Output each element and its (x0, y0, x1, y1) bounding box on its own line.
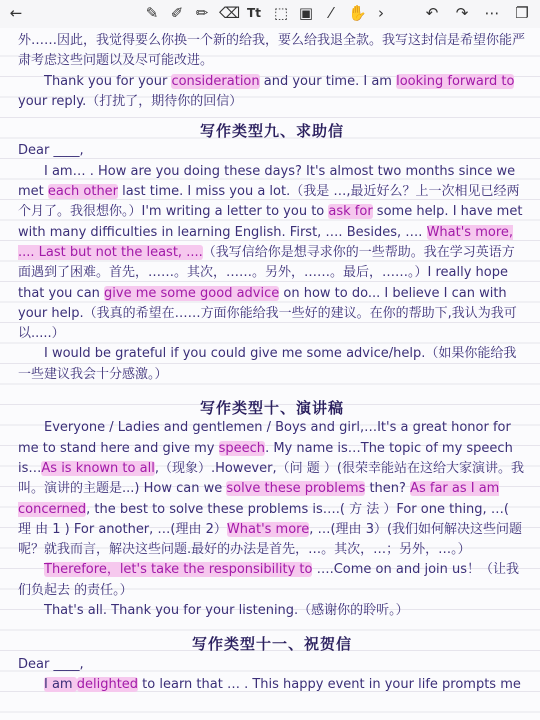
section-heading-speech: 写作类型十、演讲稿 (199, 399, 344, 418)
greeting-dear: Dear ____, (18, 143, 84, 159)
highlight-consideration: consideration (171, 73, 260, 89)
undo-icon[interactable]: ↶ (425, 4, 439, 22)
pencil-tool-icon[interactable]: ✐ (170, 4, 184, 22)
greeting-dear-2: Dear ____, (18, 656, 84, 672)
intro-paragraph-1: 外……因此，我觉得要么你换一个新的给我，要么给我退全款。我写这封信是希望你能严肃考虑这些问题以及尽可能改进。 (18, 33, 526, 69)
top-toolbar (0, 0, 540, 28)
text-tool-icon[interactable]: Tt (247, 6, 261, 20)
section-heading-congratulation: 写作类型十一、祝贺信 (191, 635, 352, 654)
speech-paragraph-3: That's all. Thank you for your listening.（感谢你的聆听。） (44, 603, 409, 619)
help-letter-paragraph-2: I would be grateful if you could give me some advice/help.（如果你能给我一些建议我会十分感激。） (18, 346, 517, 382)
speech-paragraph-2: Therefore，let's take the responsibility to ….Come on and join us！（让我们负起去 的责任。） (18, 562, 520, 598)
help-letter-paragraph-1: I am… . How are you doing these days? It's almost two months since we met each other last time. I miss you a lot.（我是 …,最近好么？上一次相见已经两个月了。我很想你。）I'm writing a letter to you to ask for some help. I have met with many difficulties in learning English. First, …. Besides, …. What's more, .... Last but not the least, ....（我写信给你是想寻求你的一些帮助。我在学习英语方面遇到了困难。首先，……。其次，……。另外，……。最后，……。）I really hope that you can give me some good advice on how to do... I believe I can with your help.（我真的希望在……方面你能给我一些好的建议。在你的帮助下,我认为我可以.....） (18, 163, 523, 342)
more-options-icon[interactable]: ⋯ (484, 4, 500, 22)
lasso-select-icon[interactable]: ⬚ (273, 4, 289, 22)
hand-tool-icon[interactable]: ✋ (348, 4, 367, 22)
back-icon[interactable]: ← (9, 4, 23, 22)
congratulation-paragraph-1: I am delighted to learn that … . This happy event in your life prompts me (44, 676, 521, 692)
redo-icon[interactable]: ↷ (455, 4, 469, 22)
highlighter-tool-icon[interactable]: ✏ (195, 4, 209, 22)
pen-tool-icon[interactable]: ✎ (145, 4, 159, 22)
highlight-looking-forward: looking forward to (396, 73, 515, 89)
speech-paragraph-1: Everyone / Ladies and gentlemen / Boys and girl,…It's a great honor for me to stand here and give my speech. My name is…The topic of my speech is…As is known to all,（现象）.However,（问 题 ）(很荣幸能站在这给大家演讲。我叫。演讲的主题是...) How can we solve these problems then? As far as I am concerned, the best to solve these problems is….( 方 法 ）For one thing, …( 理 由 1 ) For another, …(理由 2）What's more, …(理由 3）(我们如何解决这些问题呢？就我而言，解决这些问题.最好的办法是首先，…。其次，…；另外，…。） (18, 420, 524, 558)
ruler-tool-icon[interactable]: ⁄ (329, 4, 333, 22)
note-page (0, 28, 540, 720)
eraser-tool-icon[interactable]: ⌫ (219, 4, 241, 22)
chevron-right-icon[interactable]: › (378, 4, 384, 22)
intro-paragraph-2: Thank you for your consideration and your time. I am looking forward to your reply.（打扰了，期待你的回信） (18, 73, 515, 109)
section-heading-help-letter: 写作类型九、求助信 (199, 122, 344, 141)
pages-icon[interactable]: ❐ (515, 4, 529, 22)
document-body (18, 31, 526, 695)
annotation-tools (144, 4, 389, 22)
image-tool-icon[interactable]: ▣ (298, 4, 314, 22)
